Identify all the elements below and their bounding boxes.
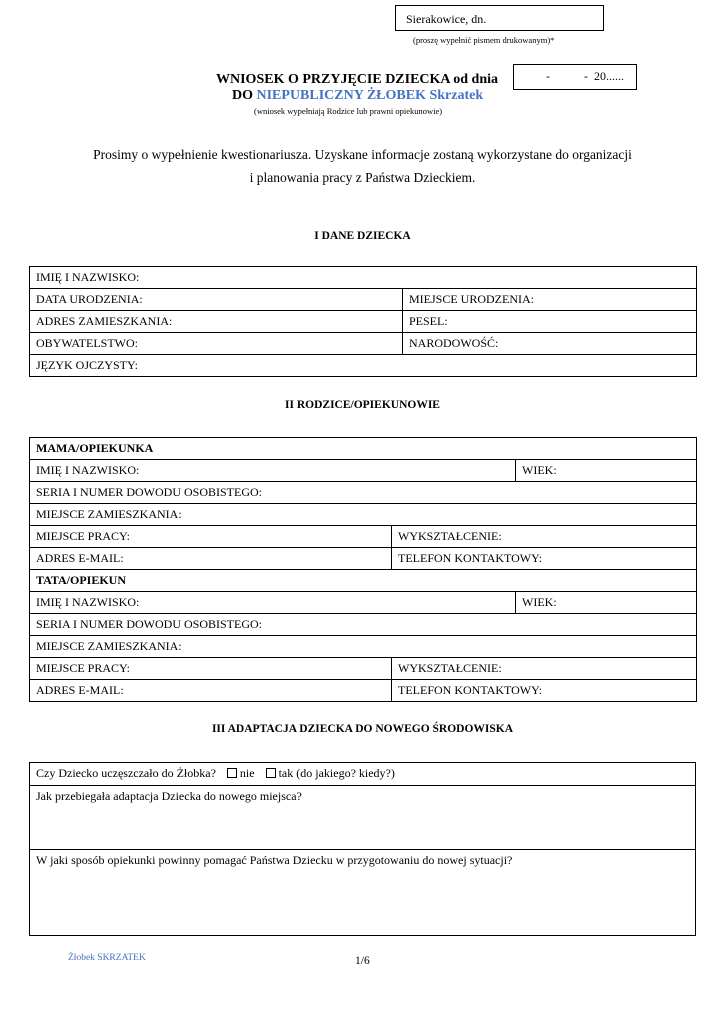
child-birth-place-field[interactable]: MIEJSCE URODZENIA: [403,289,697,311]
page-number: 1/6 [355,955,370,967]
start-date-box[interactable] [513,64,637,90]
child-nationality-field[interactable]: NARODOWOŚĆ: [403,333,697,355]
child-citizenship-field[interactable]: OBYWATELSTWO: [30,333,403,355]
father-section-title: TATA/OPIEKUN [30,570,697,592]
footer-nursery-name: Żłobek SKRZATEK [68,953,146,963]
child-full-name-field[interactable]: IMIĘ I NAZWISKO: [30,267,697,289]
support-question: W jaki sposób opiekunki powinny pomagać Państwa Dziecku w przygotowaniu do nowej sytuacji? [36,853,513,867]
adaptation-answer-field[interactable] [30,786,696,850]
father-id-field[interactable]: SERIA I NUMER DOWODU OSOBISTEGO: [30,614,697,636]
title-line2-prefix: DO [232,88,253,103]
nursery-attendance-row [30,763,696,786]
father-full-name-field[interactable]: IMIĘ I NAZWISKO: [30,592,516,614]
intro-line1: Prosimy o wypełnienie kwestionariusza. Uzyskane informacje zostaną wykorzystane do organizacji [93,147,632,162]
date-dash-2: - [584,69,588,83]
adaptation-table [29,762,696,936]
section1-heading: I DANE DZIECKA [314,230,411,242]
date-year: 20...... [594,69,624,83]
child-language-field[interactable]: JĘZYK OJCZYSTY: [30,355,697,377]
mother-section-title: MAMA/OPIEKUNKA [30,438,697,460]
father-phone-field[interactable]: TELEFON KONTAKTOWY: [392,680,697,702]
father-education-field[interactable]: WYKSZTAŁCENIE: [392,658,697,680]
father-residence-field[interactable]: MIEJSCE ZAMIESZKANIA: [30,636,697,658]
child-pesel-field[interactable]: PESEL: [403,311,697,333]
mother-age-field[interactable]: WIEK: [516,460,697,482]
section2-heading: II RODZICE/OPIEKUNOWIE [285,399,440,411]
option-yes-label: tak (do jakiego? kiedy?) [278,766,395,780]
support-answer-field[interactable] [30,850,696,936]
place-date-box[interactable] [395,5,604,31]
adaptation-question: Jak przebiegała adaptacja Dziecka do nowego miejsca? [36,789,302,803]
mother-email-field[interactable]: ADRES E-MAIL: [30,548,392,570]
parents-table [29,437,697,702]
section3-heading: III ADAPTACJA DZIECKA DO NOWEGO ŚRODOWISKA [211,723,514,735]
mother-phone-field[interactable]: TELEFON KONTAKTOWY: [392,548,697,570]
child-data-table [29,266,697,377]
checkbox-yes[interactable] [266,768,276,778]
child-birth-date-field[interactable]: DATA URODZENIA: [30,289,403,311]
mother-full-name-field[interactable]: IMIĘ I NAZWISKO: [30,460,516,482]
nursery-name: NIEPUBLICZNY ŻŁOBEK Skrzatek [256,88,484,103]
nursery-attendance-question: Czy Dziecko uczęszczało do Żłobka? [36,766,216,780]
option-no-label: nie [239,766,255,780]
father-email-field[interactable]: ADRES E-MAIL: [30,680,392,702]
mother-id-field[interactable]: SERIA I NUMER DOWODU OSOBISTEGO: [30,482,697,504]
title-note: (wniosek wypełniają Rodzice lub prawni opiekunowie) [254,106,443,116]
date-dash-1: - [546,69,550,83]
title-line2 [232,88,483,104]
mother-residence-field[interactable]: MIEJSCE ZAMIESZKANIA: [30,504,697,526]
mother-workplace-field[interactable]: MIEJSCE PRACY: [30,526,392,548]
place-label: Sierakowice, dn. [406,12,487,26]
father-workplace-field[interactable]: MIEJSCE PRACY: [30,658,392,680]
title-line1: WNIOSEK O PRZYJĘCIE DZIECKA od dnia [216,72,499,87]
place-note: (proszę wypełnić pismem drukowanym)* [413,35,555,45]
intro-line2: i planowania pracy z Państwa Dzieckiem. [249,170,476,185]
child-address-field[interactable]: ADRES ZAMIESZKANIA: [30,311,403,333]
mother-education-field[interactable]: WYKSZTAŁCENIE: [392,526,697,548]
checkbox-no[interactable] [227,768,237,778]
father-age-field[interactable]: WIEK: [516,592,697,614]
